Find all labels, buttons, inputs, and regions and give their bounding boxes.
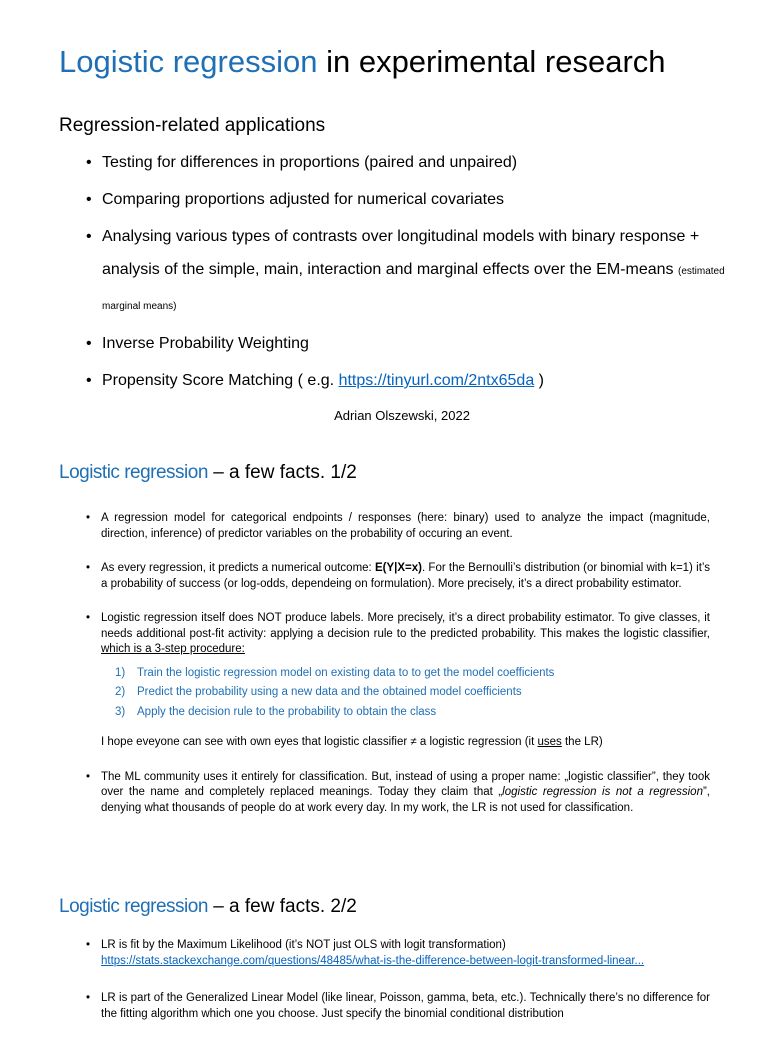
title-rest: in experimental research [317, 44, 666, 79]
note-underline: uses [537, 736, 562, 748]
author-credit: Adrian Olszewski, 2022 [334, 408, 470, 423]
list-item-text-end: ) [534, 372, 544, 389]
step-text: Train the logistic regression model on existing data to to get the model coefficients [137, 666, 555, 679]
step-number: 3) [115, 705, 126, 718]
fact-text: ”, denying what thousands of people do at work every day. In my work, the LR is not used for classification. [101, 786, 710, 814]
em-means-note: (estimated marginal means) [102, 266, 725, 312]
list-item-text: Comparing proportions adjusted for numerical covariates [102, 191, 504, 208]
list-item [84, 220, 734, 323]
facts-list-2 [86, 938, 710, 1044]
fact-item [86, 991, 710, 1022]
section-title-facts-2 [59, 896, 357, 918]
list-item [84, 146, 734, 179]
page-title [59, 44, 666, 80]
procedure-steps [101, 664, 710, 723]
note-text-end: the LR) [561, 736, 603, 748]
tinyurl-link[interactable]: https://tinyurl.com/2ntx65da [338, 372, 535, 389]
list-item-text: Testing for differences in proportions (paired and unpaired) [102, 154, 518, 171]
fact-text: The ML community uses it entirely for classification. But, instead of using a proper name: „logistic classifier”, they took over the name and completely replaced meanings. Today they claim that „ [101, 770, 710, 798]
section-title-highlight: Logistic regression [59, 462, 208, 483]
applications-list [84, 146, 734, 401]
fact-item [86, 561, 710, 592]
list-item-text: Analysing various types of contrasts over longitudinal models with binary response + analysis of the simple, main, interaction and marginal effects over the EM-means [102, 228, 700, 278]
fact-text: . For the Bernoulli’s distribution (or binomial with k=1) it’s a probability of success (or log-odds, dependeing on formulation). More precisely, it’s a direct probability estimator. [101, 562, 710, 590]
list-item [84, 364, 734, 397]
step-text: Predict the probability using a new data and the obtained model coefficients [137, 686, 522, 698]
classifier-note [101, 735, 710, 751]
fact-item [86, 611, 710, 751]
section-title-highlight: Logistic regression [59, 896, 208, 917]
fact-text: Logistic regression itself does NOT produce labels. More precisely, it’s a direct probability estimator. To give classes, it needs additional post-fit activity: applying a decision rule to the predicted probability. This makes the logistic classifier, [101, 612, 710, 640]
expectation-formula: E(Y|X=x) [374, 562, 422, 574]
step-item [115, 703, 710, 723]
fact-text: LR is part of the Generalized Linear Model (like linear, Poisson, gamma, beta, etc.). Technically there’s no difference for the fitting algorithm which one you choose. Just specify the binomial conditional distribution [101, 992, 710, 1020]
stackexchange-link[interactable]: https://stats.stackexchange.com/questions/48485/what-is-the-difference-between-logit-transformed-linear... [101, 954, 645, 967]
fact-item [86, 511, 710, 542]
section-title-rest: – a few facts. 1/2 [207, 462, 357, 483]
step-number: 2) [115, 686, 126, 698]
subtitle: Regression-related applications [59, 115, 326, 136]
fact-underline: which is a 3-step procedure: [101, 643, 245, 655]
fact-text: LR is fit by the Maximum Likelihood (it’s NOT just OLS with logit transformation) [101, 939, 506, 951]
section-title-rest: – a few facts. 2/2 [207, 896, 357, 917]
step-number: 1) [115, 666, 126, 679]
title-highlight: Logistic regression [59, 44, 318, 79]
facts-list-1 [86, 511, 710, 835]
step-item [115, 683, 710, 703]
fact-text: As every regression, it predicts a numerical outcome: [101, 562, 375, 574]
fact-item [86, 770, 710, 817]
step-item [115, 664, 710, 684]
fact-text: A regression model for categorical endpoints / responses (here: binary) used to analyze the impact (magnitude, direction, inference) of predictor variables on the probability of occuring an event. [101, 512, 710, 540]
list-item [84, 183, 734, 216]
note-text: I hope eveyone can see with own eyes that logistic classifier ≠ a logistic regression (it [101, 736, 538, 748]
section-title-facts-1 [59, 462, 357, 484]
step-text: Apply the decision rule to the probability to obtain the class [137, 705, 437, 718]
list-item-text: Propensity Score Matching ( e.g. [102, 372, 339, 389]
fact-item [86, 938, 710, 969]
list-item-text: Inverse Probability Weighting [102, 335, 309, 352]
fact-italic: logistic regression is not a regression [502, 786, 703, 798]
list-item [84, 327, 734, 360]
